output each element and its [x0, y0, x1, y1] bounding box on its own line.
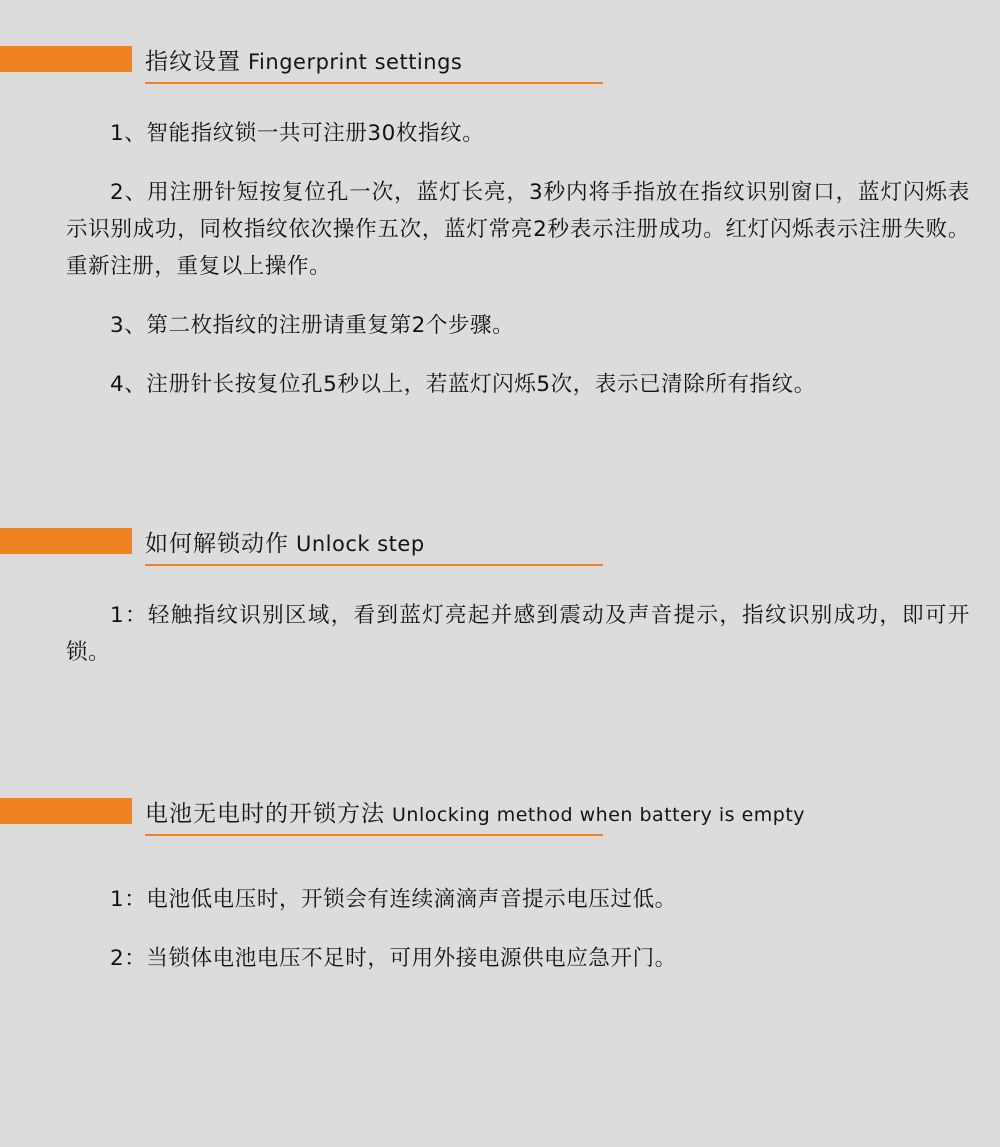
section-spacer	[0, 404, 1000, 522]
gap	[0, 86, 1000, 116]
gap	[0, 153, 1000, 175]
heading-text-wrap	[145, 525, 603, 566]
section-heading-unlock-step	[0, 522, 1000, 568]
heading-accent-bar	[0, 46, 132, 72]
paragraph: 3、第二枚指纹的注册请重复第2个步骤。	[110, 312, 515, 338]
heading-title-en: Unlock step	[296, 531, 425, 556]
gap	[0, 919, 1000, 941]
heading-title-en: Unlocking method when battery is empty	[392, 803, 806, 826]
section-spacer	[0, 672, 1000, 792]
heading-accent-bar	[0, 798, 132, 824]
section-heading-fingerprint-settings	[0, 40, 1000, 86]
heading-text-wrap	[145, 43, 603, 84]
heading-title-cn: 电池无电时的开锁方法	[145, 800, 385, 827]
top-spacer	[0, 0, 1000, 40]
gap	[0, 568, 1000, 598]
gap	[0, 345, 1000, 367]
gap	[0, 286, 1000, 308]
paragraph: 1：电池低电压时，开锁会有连续滴滴声音提示电压过低。	[110, 886, 677, 912]
paragraph: 4、注册针长按复位孔5秒以上，若蓝灯闪烁5次，表示已清除所有指纹。	[110, 371, 816, 397]
gap	[0, 838, 1000, 882]
heading-title-cn: 指纹设置	[145, 49, 241, 75]
paragraph: 1：轻触指纹识别区域，看到蓝灯亮起并感到震动及声音提示，指纹识别成功，即可开锁。	[66, 602, 970, 665]
heading-title-en: Fingerprint settings	[248, 50, 463, 74]
paragraph: 1、智能指纹锁一共可注册30枚指纹。	[110, 121, 485, 146]
heading-title-cn: 如何解锁动作	[145, 530, 289, 557]
paragraph: 2：当锁体电池电压不足时，可用外接电源供电应急开门。	[110, 945, 677, 971]
paragraph: 2、用注册针短按复位孔一次，蓝灯长亮，3秒内将手指放在指纹识别窗口，蓝灯闪烁表示识别成功，同枚指纹依次操作五次，蓝灯常亮2秒表示注册成功。红灯闪烁表示注册失败。重新注册，重复以上操作。	[66, 179, 970, 279]
heading-text-wrap	[145, 795, 806, 836]
heading-accent-bar	[0, 528, 132, 554]
section-heading-battery-empty	[0, 792, 1000, 838]
